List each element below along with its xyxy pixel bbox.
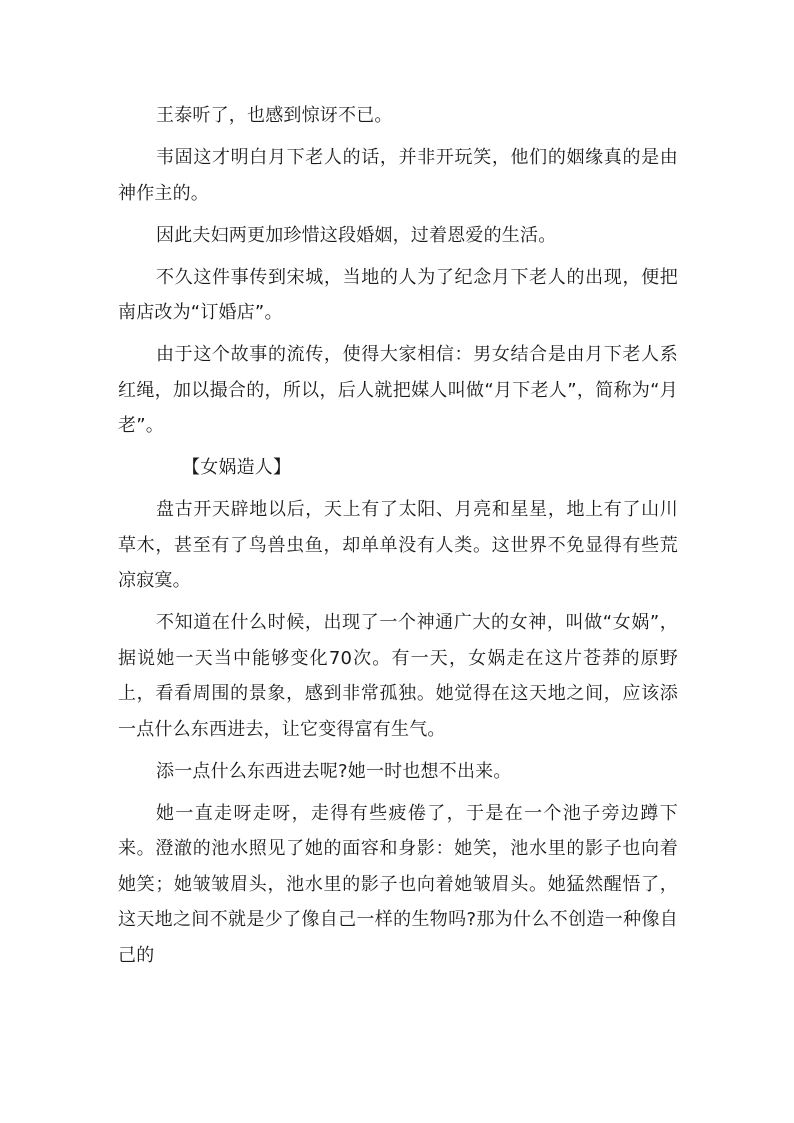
paragraph: 添一点什么东西进去呢?她一时也想不出来。: [156, 760, 512, 782]
paragraph: 不久这件事传到宋城，当地的人为了纪念月下老人的出现，便把南店改为“订婚店”。: [118, 266, 678, 323]
paragraph: 盘古开天辟地以后，天上有了太阳、月亮和星星，地上有了山川草木，甚至有了鸟兽虫鱼，却单单没有人类。这世界不免显得有些荒凉寂寞。: [118, 499, 678, 591]
document-body: [118, 98, 678, 980]
paragraph: 因此夫妇两更加珍惜这段婚姻，过着恩爱的生活。: [156, 224, 557, 246]
paragraph: 不知道在什么时候，出现了一个神通广大的女神，叫做“女娲”，据说她一天当中能够变化70次。有一天，女娲走在这片苍莽的原野上，看看周围的景象，感到非常孤独。她觉得在这天地之间，应该添一点什么东西进去，让它变得富有生气。: [118, 612, 678, 740]
paragraph: 她一直走呀走呀，走得有些疲倦了，于是在一个池子旁边蹲下来。澄澈的池水照见了她的面容和身影：她笑，池水里的影子也向着她笑；她皱皱眉头，池水里的影子也向着她皱眉头。她猛然醒悟了，这天地之间不就是少了像自己一样的生物吗?那为什么不创造一种像自己的: [118, 802, 678, 966]
paragraph: 由于这个故事的流传，使得大家相信：男女结合是由月下老人系红绳，加以撮合的，所以，后人就把媒人叫做“月下老人”，简称为“月老”。: [118, 344, 678, 436]
paragraph: 王泰听了，也感到惊讶不已。: [156, 105, 393, 126]
section-heading: 【女娲造人】: [182, 457, 292, 478]
paragraph: 韦固这才明白月下老人的话，并非开玩笑，他们的姻缘真的是由神作主的。: [118, 147, 678, 204]
